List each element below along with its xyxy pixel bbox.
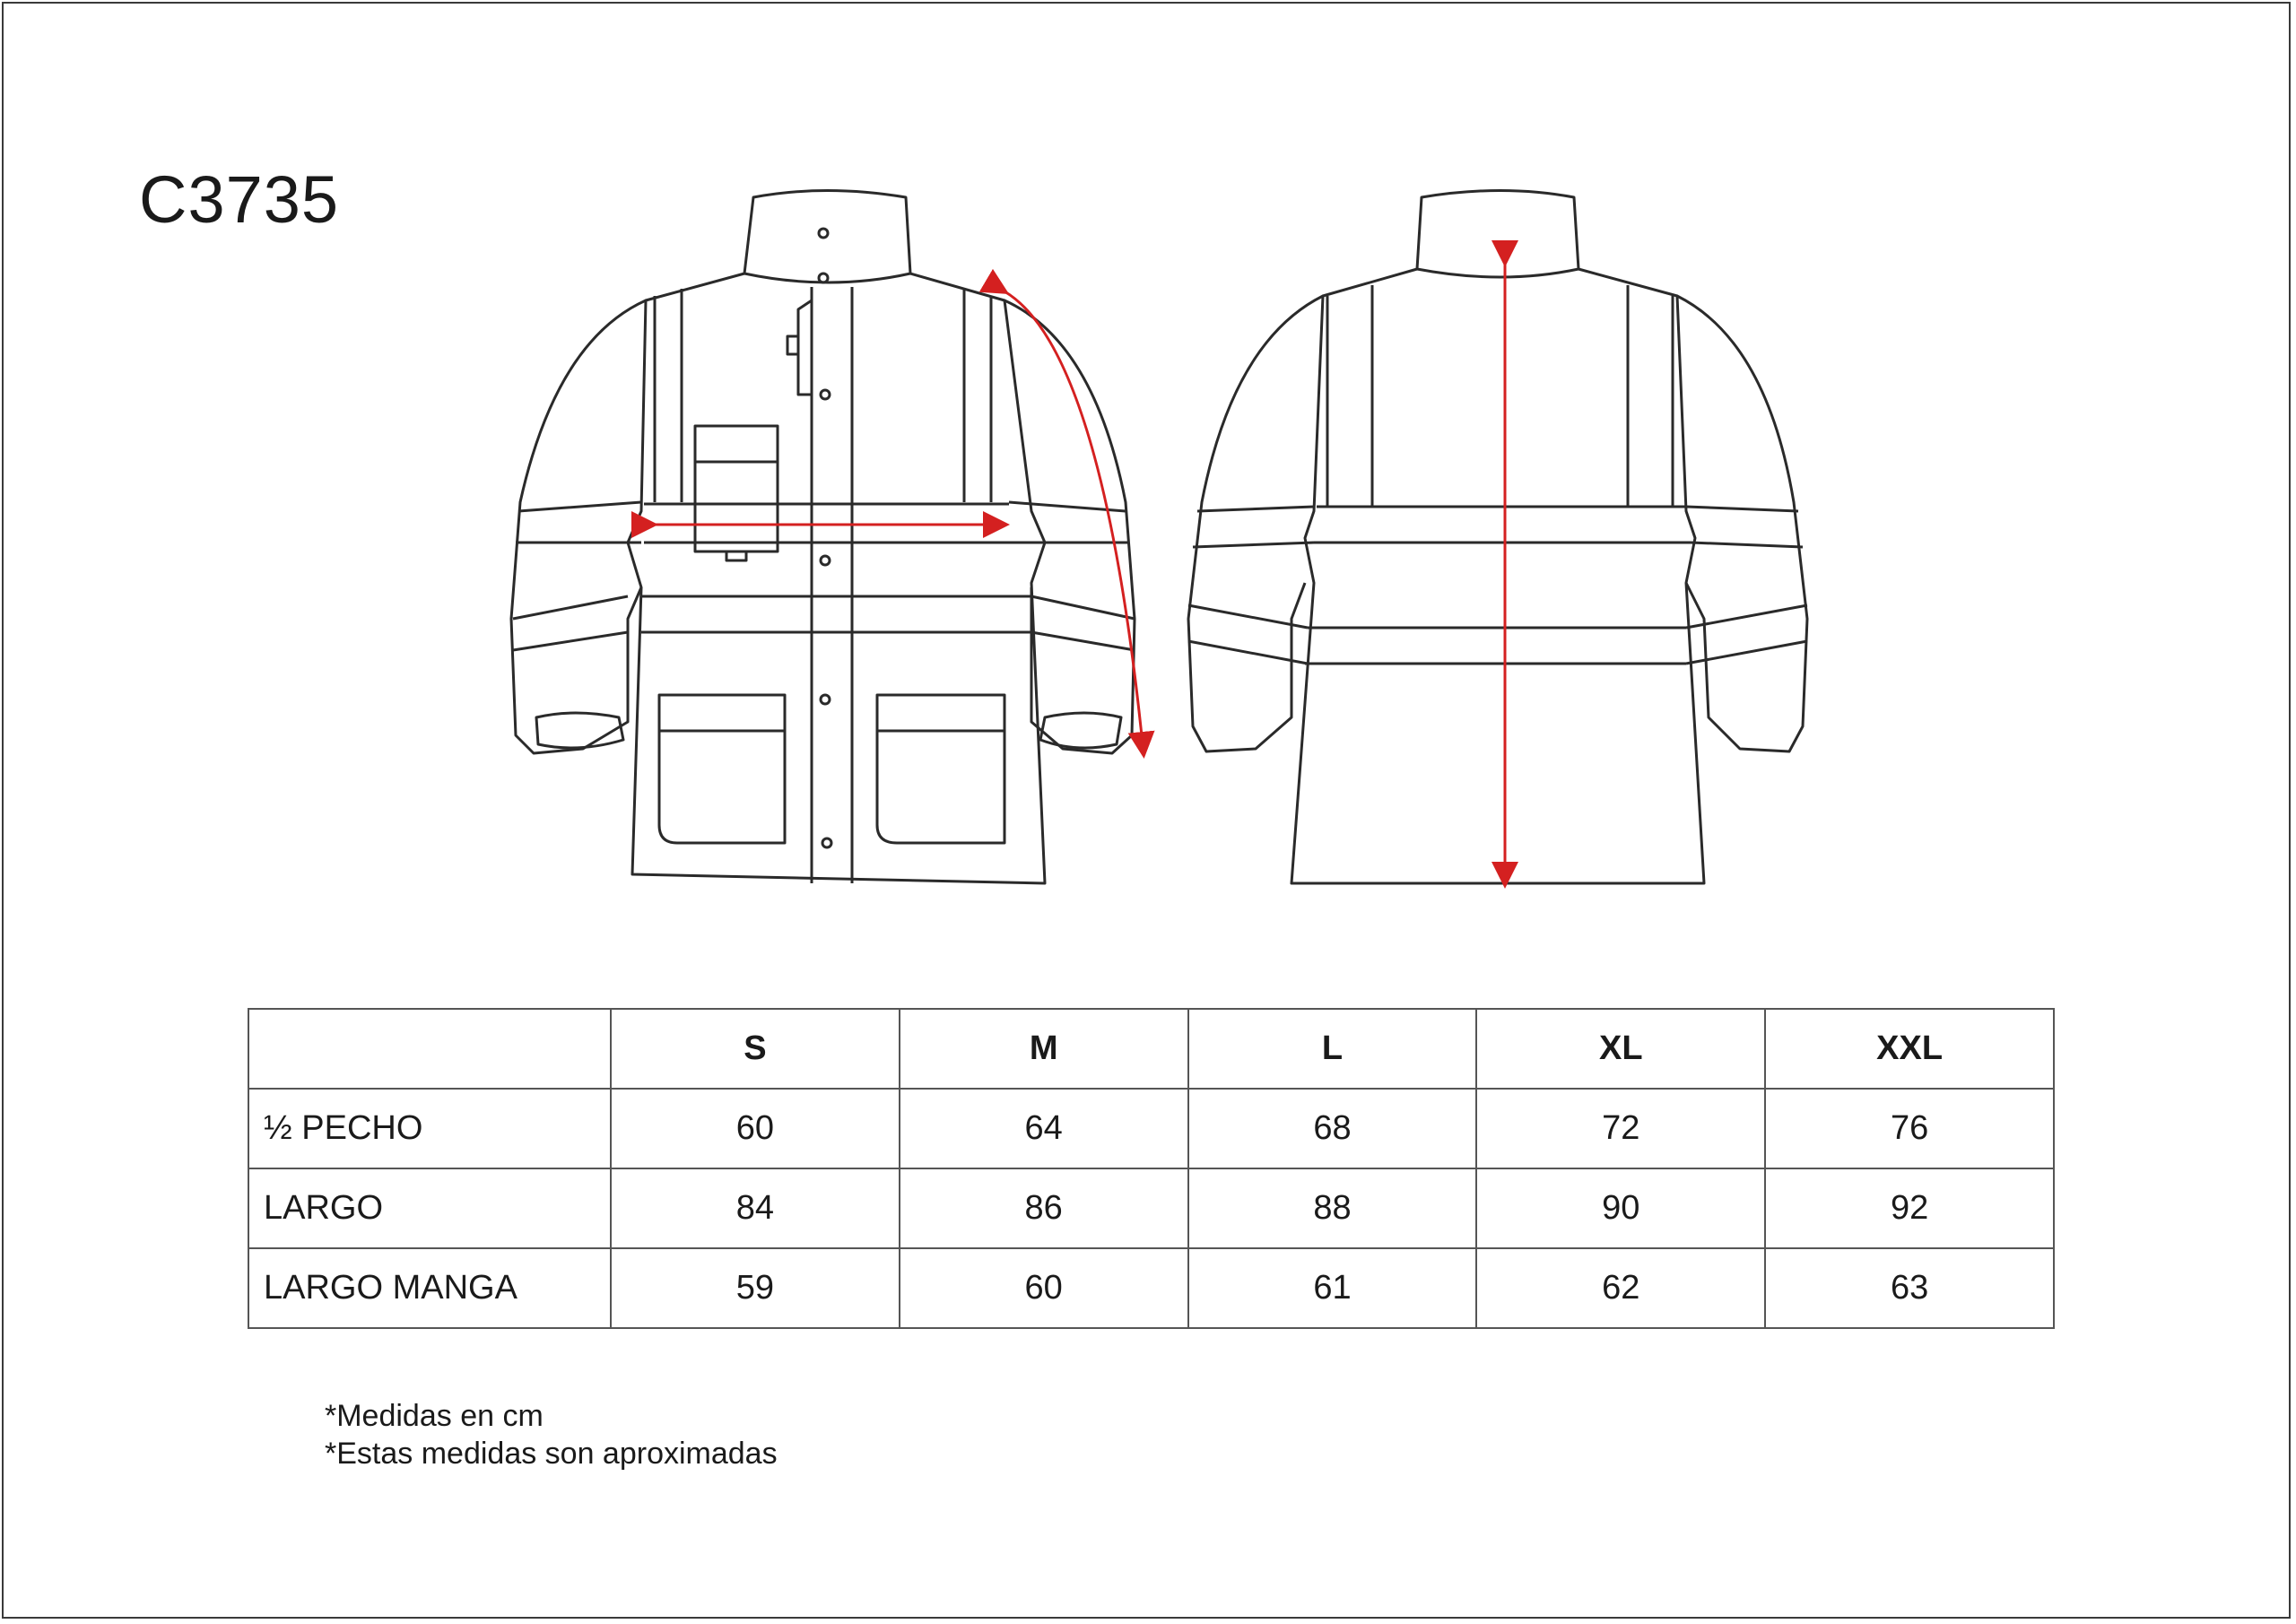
table-cell: 92 (1765, 1168, 2054, 1248)
size-header-xxl: XXL (1765, 1009, 2054, 1089)
size-header-m: M (900, 1009, 1188, 1089)
jacket-front-drawing (511, 191, 1135, 884)
table-cell: 60 (611, 1089, 900, 1168)
size-header-s: S (611, 1009, 900, 1089)
table-row (248, 1089, 2054, 1168)
table-cell: 61 (1188, 1248, 1477, 1328)
table-cell: 84 (611, 1168, 900, 1248)
table-cell: 62 (1476, 1248, 1765, 1328)
table-cell: 63 (1765, 1248, 2054, 1328)
size-header-xl: XL (1476, 1009, 1765, 1089)
table-cell: 86 (900, 1168, 1188, 1248)
front-measure-arrows (653, 291, 1144, 753)
table-cell: 60 (900, 1248, 1188, 1328)
row-label: ½ PECHO (248, 1089, 611, 1168)
table-row (248, 1168, 2054, 1248)
size-header-row (248, 1009, 2054, 1089)
table-cell: 76 (1765, 1089, 2054, 1168)
note-units: *Medidas en cm (325, 1399, 544, 1433)
table-cell: 64 (900, 1089, 1188, 1168)
table-cell: 72 (1476, 1089, 1765, 1168)
jacket-back-drawing (1188, 191, 1807, 884)
table-cell: 88 (1188, 1168, 1477, 1248)
header-blank-cell (248, 1009, 611, 1089)
measurement-notes (325, 1397, 778, 1472)
table-cell: 90 (1476, 1168, 1765, 1248)
size-header-l: L (1188, 1009, 1477, 1089)
table-cell: 68 (1188, 1089, 1477, 1168)
note-approximate: *Estas medidas son aproximadas (325, 1437, 778, 1471)
table-cell: 59 (611, 1248, 900, 1328)
row-label: LARGO MANGA (248, 1248, 611, 1328)
model-code: C3735 (139, 162, 340, 237)
size-table (248, 1008, 2055, 1329)
row-label: LARGO (248, 1168, 611, 1248)
table-row (248, 1248, 2054, 1328)
